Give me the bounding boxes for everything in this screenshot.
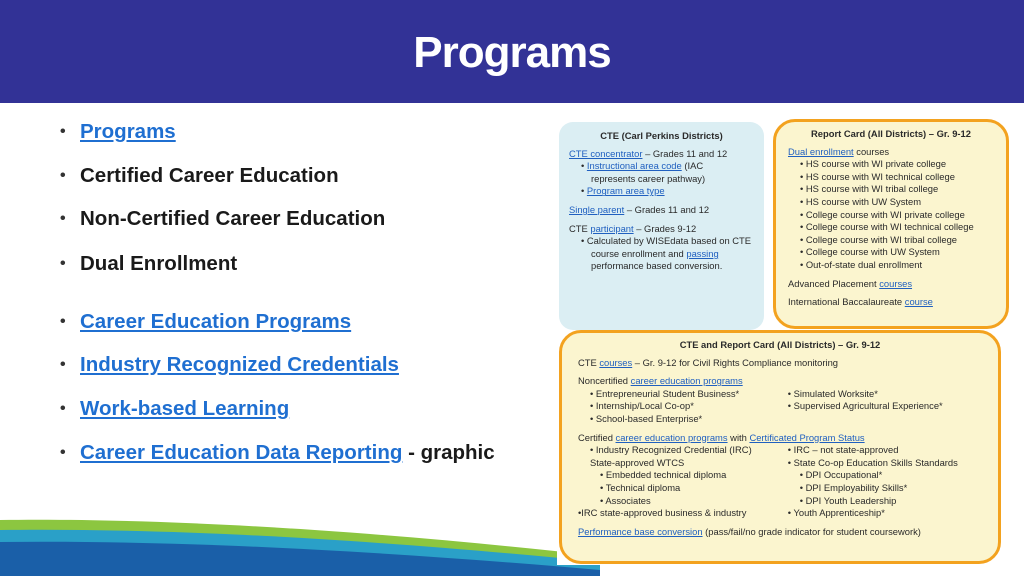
list-item: Youth Apprenticeship* [793, 507, 885, 519]
text: Certified [578, 431, 616, 443]
link-work-based-learning[interactable]: Work-based Learning [80, 397, 290, 420]
text: CTE [578, 356, 600, 368]
list-item: College course with WI tribal college [805, 233, 957, 245]
list-item: Entrepreneurial Student Business* [595, 387, 740, 399]
text: (pass/fail/no grade indicator for student coursework) [702, 525, 921, 537]
report-box-title: Report Card (All Districts) – Gr. 9-12 [811, 128, 971, 139]
list-item: DPI Youth Leadership [805, 494, 897, 506]
bullet-dot: • [60, 356, 66, 373]
cte-perkins-box: CTE (Carl Perkins Districts) CTE concentrator – Grades 11 and 12 • Instructional area code (IAC represents career pathway) • Program area type Single parent – Grades 11 and 12 CTE participant – Grades 9-12 • Calculated by WISEdata based on CTE course enrollment and passing performance based conversion. [559, 122, 764, 330]
bullet-non-certified [60, 207, 540, 231]
link-single-parent[interactable]: Single parent [569, 203, 625, 215]
list-item: College course with UW System [805, 246, 940, 258]
link-cte-courses[interactable]: courses [599, 356, 633, 368]
link-noncert-programs[interactable]: career education programs [630, 375, 743, 387]
text: courses [853, 145, 890, 157]
list-item: •IRC state-approved business & industry [578, 507, 747, 519]
link-instructional-area-code[interactable]: Instructional area code [586, 160, 682, 172]
bullet-dot: • [60, 123, 66, 140]
link-cert-programs[interactable]: career education programs [615, 431, 728, 443]
list-item: School-based Enterprise* [595, 412, 703, 424]
list-item: DPI Occupational* [805, 469, 883, 481]
list-item: IRC – not state-approved [793, 444, 899, 456]
list-item: Simulated Worksite* [793, 387, 878, 399]
bullet-programs [60, 120, 540, 144]
bullet-irc [60, 353, 540, 377]
bullet-text: Certified Career Education [80, 164, 339, 187]
bullet-dot: • [60, 400, 66, 417]
list-item: Embedded technical diploma [605, 469, 727, 481]
link-career-education-data-reporting[interactable]: Career Education Data Reporting [80, 441, 403, 464]
text: – Gr. 9-12 for Civil Rights Compliance monitoring [632, 356, 838, 368]
text: performance based conversion. [591, 260, 723, 272]
text: Calculated by WISEdata based on CTE [586, 235, 752, 247]
list-item: College course with WI technical college [805, 221, 974, 233]
bullet-career-ed-programs [60, 310, 540, 334]
text: represents career pathway) [591, 172, 706, 184]
link-ap-courses[interactable]: courses [879, 277, 913, 289]
text: course enrollment and [591, 247, 687, 259]
link-career-education-programs[interactable]: Career Education Programs [80, 310, 352, 333]
link-passing[interactable]: passing [686, 247, 719, 259]
link-industry-recognized-credentials[interactable]: Industry Recognized Credentials [80, 353, 399, 376]
bullet-text: Non-Certified Career Education [80, 207, 386, 230]
bullet-data-reporting [60, 441, 540, 465]
list-item: Technical diploma [605, 481, 681, 493]
page-title: Programs [413, 28, 611, 77]
cte-box-title: CTE (Carl Perkins Districts) [600, 130, 723, 141]
list-item: Industry Recognized Credential (IRC) [595, 444, 752, 456]
bullet-dot: • [60, 167, 66, 184]
bullet-dot: • [60, 444, 66, 461]
list-item: Associates [605, 494, 651, 506]
link-certificated-program-status[interactable]: Certificated Program Status [749, 431, 865, 443]
text: – Grades 11 and 12 [624, 203, 710, 215]
bullet-suffix: - graphic [402, 441, 495, 464]
text: (IAC [681, 160, 704, 172]
list-item: HS course with WI private college [805, 158, 947, 170]
bullet-text: Dual Enrollment [80, 252, 238, 275]
link-performance-base-conversion[interactable]: Performance base conversion [578, 525, 703, 537]
list-item: HS course with UW System [805, 195, 922, 207]
list-item: Out-of-state dual enrollment [805, 258, 923, 270]
list-item: State Co-op Education Skills Standards [793, 456, 958, 468]
bullet-dot: • [60, 210, 66, 227]
decorative-wave [0, 500, 600, 576]
data-reporting-graphic [557, 116, 1009, 565]
list-item: Supervised Agricultural Experience* [793, 400, 943, 412]
bullet-certified [60, 164, 540, 188]
bullet-dual-enrollment [60, 252, 540, 276]
link-dual-enrollment[interactable]: Dual enrollment [788, 145, 854, 157]
text: Noncertified [578, 375, 631, 387]
text: International Baccalaureate [788, 296, 905, 308]
list-item: HS course with WI tribal college [805, 183, 939, 195]
text: – Grades 9-12 [633, 222, 697, 234]
list-item: College course with WI private college [805, 208, 965, 220]
text: CTE [569, 222, 591, 234]
bullet-dot: • [60, 313, 66, 330]
text: with [727, 431, 750, 443]
list-item: State-approved WTCS [590, 456, 685, 468]
link-cte-participant[interactable]: participant [590, 222, 634, 234]
link-cte-concentrator[interactable]: CTE concentrator [569, 147, 643, 159]
combined-box-title: CTE and Report Card (All Districts) – Gr. 9-12 [679, 339, 881, 350]
list-item: DPI Employability Skills* [805, 481, 908, 493]
link-ib-course[interactable]: course [904, 296, 933, 308]
link-program-area-type[interactable]: Program area type [586, 185, 665, 197]
bullet-work-based [60, 397, 540, 421]
cte-and-report-card-box: CTE and Report Card (All Districts) – Gr. 9-12 CTE courses – Gr. 9-12 for Civil Rights Compliance monitoring Noncertified career education programs • Entrepreneurial Student Business* • Internship/Local Co-op* • School-based Enterprise* • Simulated Worksite* • Supervised Agricultural Experience* Certified career education programs with Certificated Program Status • Industry Recognized Credential (IRC) State-approved WTCS • Embedded technical diploma • Technical diploma • Associates •IRC state-approved business & industry • IRC – not state-approved • State Co-op Education Skills Standards • DPI Occupational* • DPI Employability Skills* • DPI Youth Leadership • Youth Apprenticeship* Performance base conversion (pass/fail/no grade indicator for student coursework) [559, 330, 1001, 564]
link-programs[interactable]: Programs [80, 120, 176, 143]
title-bar [0, 0, 1024, 103]
text: Advanced Placement [788, 277, 880, 289]
list-item: HS course with WI technical college [805, 170, 955, 182]
report-card-box: Report Card (All Districts) – Gr. 9-12 Dual enrollment courses • HS course with WI private college • HS course with WI technical college • HS course with WI tribal college • HS course with UW System • College course with WI private college • College course with WI technical college • College course with WI tribal college • College course with UW System • Out-of-state dual enrollment Advanced Placement courses International Baccalaureate course [773, 119, 1009, 329]
text: – Grades 11 and 12 [642, 147, 728, 159]
list-item: Internship/Local Co-op* [595, 400, 694, 412]
bullet-dot: • [60, 255, 66, 272]
